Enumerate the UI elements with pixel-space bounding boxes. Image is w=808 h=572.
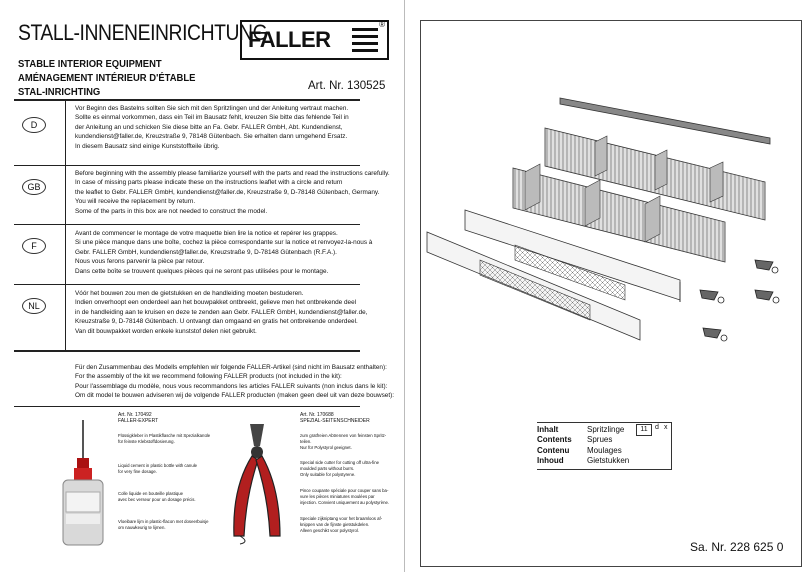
lang-text-nl: Vóór het bouwen zou men de gietstukken en de handleiding moeten bestuderen. Indien onverhoopt een onderdeel aan het bouwpakket ontbreekt, gelieve men het ontbrekende deel in de handleiding aan te kruisen en deze te zenden aan Gebr. FALLER GmbH, kundendienst@faller.de, Kreuzstraße 9, D-78148 Gütenbach. U ontvangt dan omgaand en gratis het ontbrekende onderdeel. Van dit bouwpakket worden enkele kunststof delen niet gebruikt. [75, 290, 368, 335]
contents-row: Inhoud Gietstukken [537, 456, 630, 466]
bottle-cap [77, 458, 89, 468]
divider [14, 224, 360, 225]
product-1-desc-en: Liquid cement in plastic bottle with canule for very fine dosage. [118, 463, 198, 474]
logo-text: FALLER [248, 27, 331, 52]
faller-logo [240, 20, 389, 60]
product-1-header: Art. Nr. 170492 FALLER-EXPERT [118, 412, 159, 424]
product-1-desc-de: Flüssigkleber in Plastikflasche mit Spezialkanüle für feinste Klebstoffdosierung. [118, 433, 211, 444]
lang-badge-d: D [22, 117, 46, 133]
lang-badge-gb: GB [22, 179, 46, 195]
sprue-count: 11 [636, 424, 652, 436]
lang-text-f: Avant de commencer le montage de votre maquette bien lire la notice et repérer les grappes. Si une pièce manque dans une boîte, cochez la pièce correspondante sur la notice et renvoyez-la-nous à Gebr. FALLER GmbH, kundendienst@faller.de, Kreuzstraße 9, D-78148 Gütenbach (R.F.A.). Nous vous ferons parvenir la pièce par retour. Dans cette boîte se trouvent quelques pièces qui ne seront pas utilisées pour le montage. [75, 230, 373, 275]
product-2-desc-en: Special side cutter for cutting off ultra-fine moulded parts without burrs. Only suitable for polystyrene. [300, 460, 379, 477]
wheelbarrow-icon [703, 328, 727, 341]
side-cutter-image [220, 418, 295, 548]
sprue-suffix-x: x [664, 424, 668, 431]
product-2-desc-fr: Pince coupante spéciale pour couper sans ba- vure les pièces miniatures moulées par injection. Convient uniquement au polystyrène. [300, 488, 390, 505]
sa-number: Sa. Nr. 228 625 0 [690, 540, 784, 554]
subtitle-nl: STAL-INRICHTING [18, 86, 101, 98]
subtitle-en: STABLE INTERIOR EQUIPMENT [18, 58, 162, 70]
lang-badge-nl: NL [22, 298, 46, 314]
subtitle-fr: AMÉNAGEMENT INTÉRIEUR D'ÉTABLE [18, 72, 196, 84]
product-1-desc-fr: Colle liquide en bouteille plastique avec bec verseur pour un dosage précis. [118, 491, 196, 502]
recommendation-text: Für den Zusammenbau des Modells empfehlen wir folgende FALLER-Artikel (sind nicht im Bausatz enthalten): For the assembly of the kit we recommend following FALLER products (not included in the kit): Pour l'assemblage du modèle, nous vous recommandons les articles FALLER suivants (non inclus dans le kit): Om dit model te bouwen adviseren wij de volgende FALLER producten (maken geen deel uit van deze bouwset): [75, 364, 395, 400]
lang-text-gb: Before beginning with the assembly please familiarize yourself with the parts and read the instructions carefully. In case of missing parts please indicate these on the instructions leaflet with a circle and return the leaflet to Gebr. FALLER GmbH, kundendienst@faller.de, Kreuzstraße 9, D-78148 Gütenbach, Germany. You will receive the replacement by return. Some of the parts in this box are not needed to construct the model. [75, 170, 390, 215]
product-2-header: Art. Nr. 170688 SPEZIAL-SEITENSCHNEIDER [300, 412, 370, 424]
contents-row: Contents Sprues [537, 435, 613, 445]
sprue-suffix-d: d [655, 424, 659, 431]
wheelbarrow-icon [700, 290, 724, 303]
glue-bottle-image [55, 418, 110, 553]
product-2-desc-de: zum gratfreien Abtrennen von feinsten Spritz- teilen. Nur für Polystyrol geeignet. [300, 433, 387, 450]
divider [14, 406, 360, 407]
contents-row: Contenu Moulages [537, 445, 622, 455]
divider [14, 165, 360, 166]
product-1-desc-nl: Vloeibare lijm in plastic-flacon met doseerbuisje om nauwkeurig te lijmen. [118, 519, 209, 530]
divider [14, 350, 360, 352]
lang-badge-f: F [22, 238, 46, 254]
contents-row: Inhalt Spritzlinge [537, 424, 625, 434]
article-number: Art. Nr. 130525 [308, 80, 386, 92]
product-2-desc-nl: Speciale zijkniptang voor het braamloos af- knippen van de fijnste gietstukdelen. Alleen geschikt voor polystyrol. [300, 516, 383, 533]
page-title: STALL-INNENEINRICHTUNG [18, 20, 268, 45]
column-divider [65, 100, 66, 350]
fold-line [404, 0, 405, 572]
registered-mark: ® [379, 20, 385, 29]
lang-text-d: Vor Beginn des Bastelns sollten Sie sich mit den Spritzlingen und der Anleitung vertraut machen. Sollte es einmal vorkommen, dass ein Teil im Bausatz fehlt, kreuzen Sie bitte das fehlende Teil in der Anleitung an und schicken Sie diese bitte an Fa. Gebr. FALLER GmbH, Abt. Kundendienst, kundendienst@faller.de, Kreuzstraße 9, 78148 Gütenbach. Sie erhalten dann umgehend Ersatz. In diesem Bausatz sind einige Kunststoffteile übrig. [75, 105, 349, 150]
divider [14, 284, 360, 285]
wheelbarrow-icon [755, 260, 778, 273]
stable-model-illustration [425, 90, 795, 360]
wheelbarrow-icon [755, 290, 779, 303]
logo-stripes-icon [352, 28, 378, 52]
